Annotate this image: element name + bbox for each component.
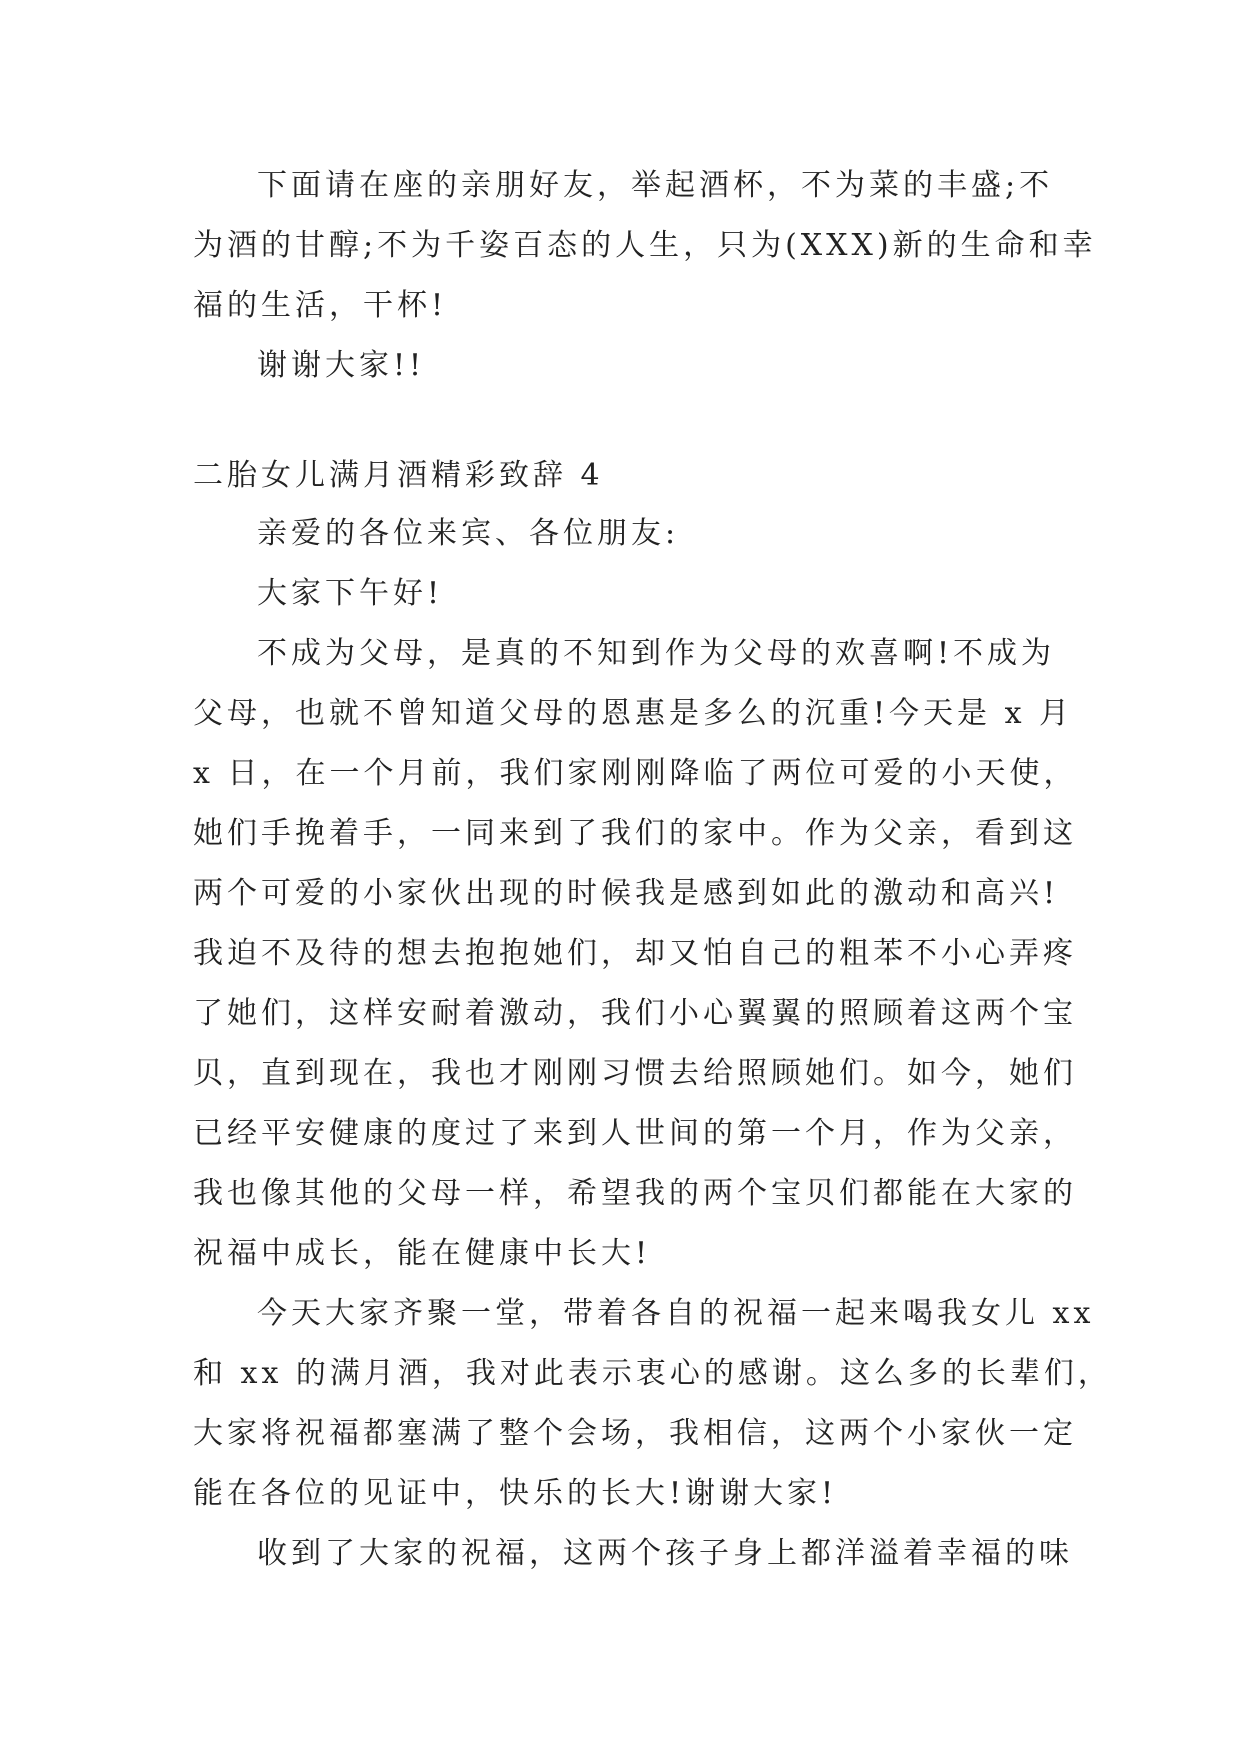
continuation-paragraph	[193, 1524, 1073, 1584]
paragraph-line: 大家将祝福都塞满了整个会场，我相信，这两个小家伙一定	[193, 1416, 1077, 1451]
paragraph-line: 她们手挽着手，一同来到了我们的家中。作为父亲，看到这	[193, 816, 1077, 851]
paragraph-line: 福的生活，干杯!	[193, 288, 448, 323]
paragraph-line: 不成为父母，是真的不知到作为父母的欢喜啊!不成为	[257, 636, 1056, 671]
greeting-paragraph	[193, 564, 1053, 624]
paragraph-line: 和 xx 的满月酒，我对此表示衷心的感谢。这么多的长辈们，	[193, 1356, 1112, 1391]
paragraph-line: 贝，直到现在，我也才刚刚习惯去给照顾她们。如今，她们	[193, 1056, 1077, 1091]
salutation-paragraph	[193, 504, 1053, 564]
paragraph-line: 收到了大家的祝福，这两个孩子身上都洋溢着幸福的味	[257, 1536, 1073, 1571]
paragraph-line: x 日，在一个月前，我们家刚刚降临了两位可爱的小天使，	[193, 756, 1078, 791]
toast-paragraph	[193, 156, 1097, 336]
paragraph-line: 亲爱的各位来宾、各位朋友:	[257, 516, 680, 551]
paragraph-line: 下面请在座的亲朋好友，举起酒杯，不为菜的丰盛;不	[257, 168, 1054, 203]
paragraph-line: 我也像其他的父母一样，希望我的两个宝贝们都能在大家的	[193, 1176, 1077, 1211]
thanks-guests-paragraph	[193, 1284, 1112, 1524]
section-heading-block	[193, 446, 1053, 506]
paragraph-line: 父母，也就不曾知道父母的恩惠是多么的沉重!今天是 x 月	[193, 696, 1074, 731]
paragraph-line: 能在各位的见证中，快乐的长大!谢谢大家!	[193, 1476, 838, 1511]
closing-section	[193, 156, 1097, 396]
paragraph-line: 已经平安健康的度过了来到人世间的第一个月，作为父亲，	[193, 1116, 1077, 1151]
thanks-paragraph	[193, 336, 1053, 396]
section-title: 二胎女儿满月酒精彩致辞 4	[193, 458, 604, 493]
paragraph-line: 了她们，这样安耐着激动，我们小心翼翼的照顾着这两个宝	[193, 996, 1077, 1031]
paragraph-line: 今天大家齐聚一堂，带着各自的祝福一起来喝我女儿 xx	[257, 1296, 1095, 1331]
paragraph-line: 祝福中成长，能在健康中长大!	[193, 1236, 652, 1271]
paragraph-line: 大家下午好!	[257, 576, 444, 611]
paragraph-line: 我迫不及待的想去抱抱她们，却又怕自己的粗苯不小心弄疼	[193, 936, 1077, 971]
main-paragraph	[193, 624, 1078, 1284]
speech-body	[193, 504, 1112, 1584]
paragraph-line: 两个可爱的小家伙出现的时候我是感到如此的激动和高兴!	[193, 876, 1060, 911]
paragraph-line: 为酒的甘醇;不为千姿百态的人生，只为(XXX)新的生命和幸	[193, 228, 1097, 263]
paragraph-line: 谢谢大家!!	[257, 348, 426, 383]
